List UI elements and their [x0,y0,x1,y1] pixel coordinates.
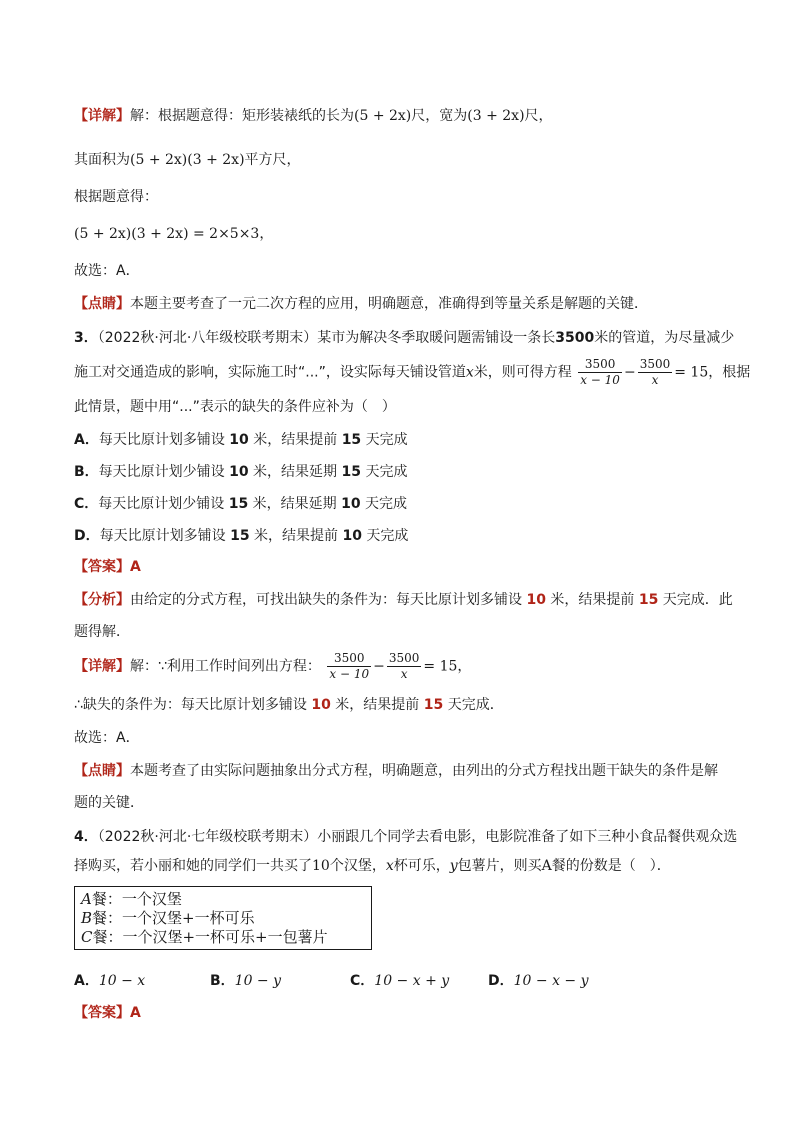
because-symbol: ∵ [158,658,167,675]
q3-detail-line-1: 【详解】解：∵利用工作时间列出方程： $\frac{3500}{x - 10}$ − $\frac{3500}{x}$ = 15， [74,651,472,681]
detail-line-3: 根据题意得： [74,189,158,205]
detail-tag: 【详解】 [74,108,130,124]
answer-tag: 【答案】 [74,559,130,575]
q3-detail-line-2: ∴缺失的条件为：每天比原计划多铺设 10 米，结果提前 15 天完成． [74,697,504,713]
fraction: $\frac{3500}{x}$ [639,357,671,387]
comment-tag: 【点睛】 [74,296,130,312]
math-expr: (3 + 2x) [467,108,525,124]
math-expr: (5 + 2x)(3 + 2x) [130,152,245,168]
q3-option-b: B．每天比原计划少铺设 10 米，结果延期 15 天完成 [74,464,408,480]
detail-choice: 故选：A． [74,263,140,279]
q3-line-3: 此情景，题中用“...”表示的缺失的条件应补为（ ） [74,399,396,415]
q3-option-d: D．每天比原计划多铺设 15 米，结果提前 10 天完成 [74,528,409,544]
answer-value: A [130,559,141,575]
q3-option-c: C．每天比原计划少铺设 15 米，结果延期 10 天完成 [74,496,408,512]
q3-comment-line-1: 【点睛】本题考查了由实际问题抽象出分式方程，明确题意，由列出的分式方程找出题干缺失的条件是解 [74,763,718,779]
q4-option-b: B．10 − y [210,973,282,989]
detail-line-2: 其面积为(5 + 2x)(3 + 2x)平方尺， [74,152,301,168]
comment-line: 【点睛】本题主要考查了一元二次方程的应用，明确题意，准确得到等量关系是解题的关键． [74,296,648,312]
therefore-symbol: ∴ [74,697,83,713]
detail-equation: (5 + 2x)(3 + 2x) = 2×5×3， [74,226,274,242]
q3-analysis-line-2: 题得解． [74,624,130,640]
q3-number: 3． [74,330,98,346]
q4-option-a: A．10 − x [74,973,146,989]
q4-option-c: C．10 − x + y [350,973,450,989]
analysis-tag: 【分析】 [74,592,130,608]
q4-line-2: 择购买，若小丽和她的同学们一共买了10个汉堡，x杯可乐，y包薯片，则买A餐的份数是（ ）． [74,858,671,874]
fraction: $\frac{3500}{x}$ [388,651,420,681]
q4-number: 4． [74,829,98,845]
q3-answer [74,557,141,577]
math-expr: (5 + 2x) [354,108,412,124]
q3-detail-choice: 故选：A． [74,730,140,746]
q4-option-d: D．10 − x − y [488,973,589,989]
q3-line-2: 施工对交通造成的影响，实际施工时“...”，设实际每天铺设管道x米，则可得方程 $\frac{3500}{x - 10}$ − $\frac{3500}{x}$ = 15，根据 [74,357,751,387]
answer-value: A [130,1005,141,1021]
q4-answer [74,1003,141,1023]
meal-b-line: B餐：一个汉堡+一杯可乐 [81,909,255,927]
q3-analysis-line-1: 【分析】由给定的分式方程，可找出缺失的条件为：每天比原计划多铺设 10 米，结果提前 15 天完成．此 [74,592,733,608]
q3-option-a: A．每天比原计划多铺设 10 米，结果提前 15 天完成 [74,432,408,448]
q3-source: （2022秋·河北·八年级校联考期末） [97,330,318,346]
math-expr: (5 + 2x)(3 + 2x) = 2×5×3 [74,226,260,242]
detail-tag: 【详解】 [74,658,130,675]
q4-source: （2022秋·河北·七年级校联考期末） [97,829,318,845]
q4-line-1: 4．（2022秋·河北·七年级校联考期末）小丽跟几个同学去看电影，电影院准备了如下三种小食品餐供观众选 [74,829,738,845]
q3-comment-line-2: 题的关键． [74,795,144,811]
comment-tag: 【点睛】 [74,763,130,779]
meal-c-line: C餐：一个汉堡+一杯可乐+一包薯片 [81,928,328,946]
fraction: $\frac{3500}{x - 10}$ [580,357,620,387]
fraction: $\frac{3500}{x - 10}$ [329,651,370,681]
detail-line-1: 【详解】解：根据题意得：矩形装裱纸的长为(5 + 2x)尺，宽为(3 + 2x)尺， [74,108,553,124]
meal-a-line: A餐：一个汉堡 [81,890,182,908]
q3-line-1: 3．（2022秋·河北·八年级校联考期末）某市为解决冬季取暖问题需铺设一条长3500米的管道，为尽量减少 [74,330,735,346]
meal-menu-box [74,886,372,950]
answer-tag: 【答案】 [74,1005,130,1021]
